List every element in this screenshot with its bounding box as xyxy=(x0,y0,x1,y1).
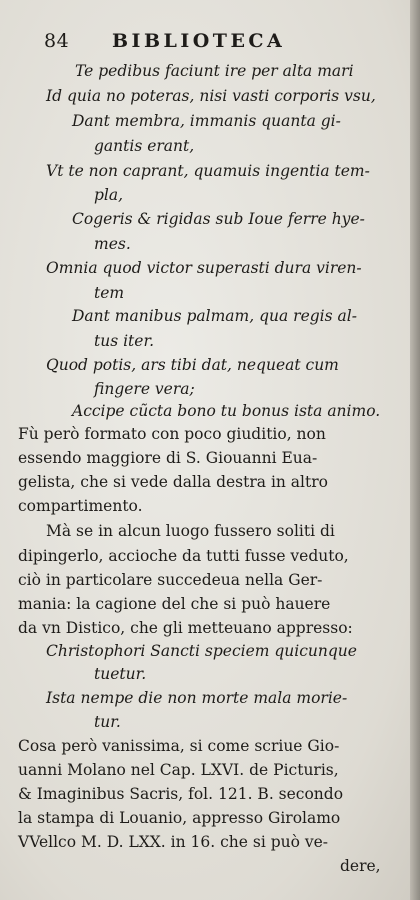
text-line: ciò in particolare succedeua nella Ger- xyxy=(18,571,323,589)
text-line: la stampa di Louanio, appresso Girolamo xyxy=(18,809,341,827)
text-line: tus iter. xyxy=(94,332,155,350)
text-line: uanni Molano nel Cap. LXVI. de Picturis, xyxy=(18,761,339,779)
text-line: Christophori Sancti speciem quicunque xyxy=(46,642,357,660)
page-edge xyxy=(410,0,420,900)
text-line: gelista, che si vede dalla destra in altro xyxy=(18,473,328,491)
text-line: essendo maggiore di S. Giouanni Eua- xyxy=(18,449,318,467)
text-line: Fù però formato con poco giuditio, non xyxy=(18,425,326,443)
text-line: Vt te non caprant, quamuis ingentia tem- xyxy=(46,162,370,180)
text-line: Mà se in alcun luogo fussero soliti di xyxy=(46,522,335,540)
text-line: Accipe cũcta bono tu bonus ista animo. xyxy=(72,402,381,420)
text-line: Cosa però vanissima, si come scriue Gio- xyxy=(18,737,340,755)
text-line: dere, xyxy=(340,857,381,875)
text-line: Quod potis, ars tibi dat, nequeat cum xyxy=(46,356,339,374)
text-line: mes. xyxy=(94,235,131,253)
page-number: 84 xyxy=(44,30,70,52)
text-line: tur. xyxy=(94,713,121,731)
text-line: gantis erant, xyxy=(94,137,195,155)
text-line: Omnia quod victor superasti dura viren- xyxy=(46,259,362,277)
text-line: & Imaginibus Sacris, fol. 121. B. secondo xyxy=(18,785,344,803)
text-line: tem xyxy=(94,284,125,302)
text-line: pla, xyxy=(94,186,124,204)
text-line: mania: la cagione del che si può hauere xyxy=(18,595,331,613)
text-line: Id quia no poteras, nisi vasti corporis vsu, xyxy=(46,87,376,105)
text-line: dipingerlo, accioche da tutti fusse veduto, xyxy=(18,547,349,565)
text-line: tuetur. xyxy=(94,665,147,683)
text-line: compartimento. xyxy=(18,497,143,515)
text-line: fingere vera; xyxy=(94,380,195,398)
text-line: Cogeris & rigidas sub Ioue ferre hye- xyxy=(72,210,365,228)
text-line: da vn Distico, che gli metteuano appresso: xyxy=(18,619,353,637)
running-header xyxy=(44,30,285,52)
text-line: Dant membra, immanis quanta gi- xyxy=(72,112,341,130)
text-line: VVellco M. D. LXX. in 16. che si può ve- xyxy=(18,833,329,851)
text-line: Te pedibus faciunt ire per alta mari xyxy=(75,62,354,80)
text-line: Dant manibus palmam, qua regis al- xyxy=(72,307,357,325)
text-line: Ista nempe die non morte mala morie- xyxy=(46,689,348,707)
running-title: BIBLIOTECA xyxy=(112,30,286,52)
